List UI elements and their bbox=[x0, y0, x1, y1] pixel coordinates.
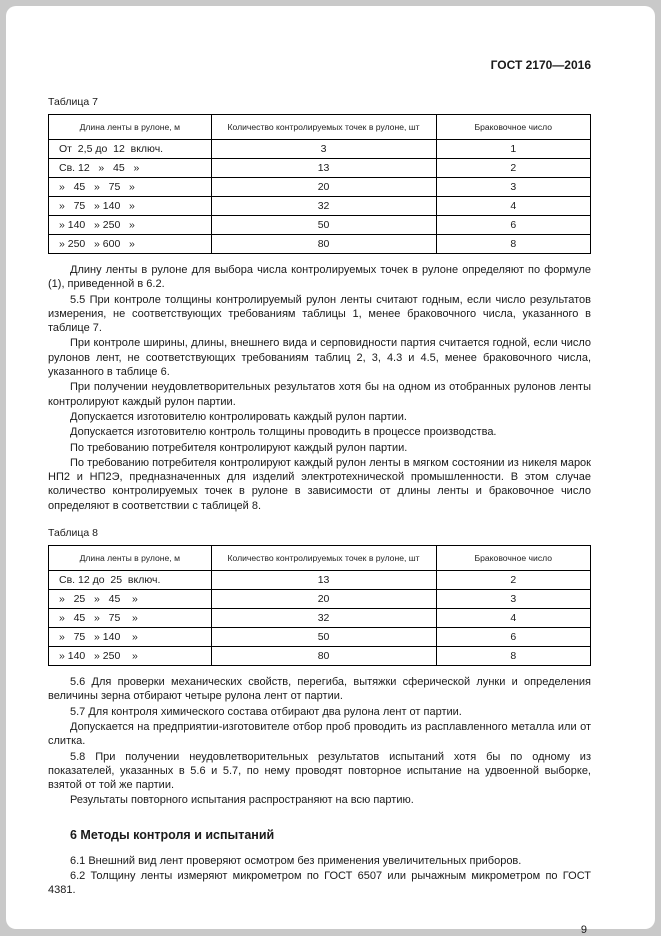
doc-number-header: ГОСТ 2170—2016 bbox=[490, 58, 591, 72]
table7 bbox=[48, 114, 591, 254]
table-row bbox=[49, 647, 591, 666]
table-cell: » 75 » 140 » bbox=[49, 197, 212, 216]
table-row bbox=[49, 178, 591, 197]
paragraph-5-7: 5.7 Для контроля химического состава отбирают два рулона лент от партии. bbox=[70, 705, 462, 718]
table-cell: Св. 12 до 25 включ. bbox=[49, 571, 212, 590]
table-cell: Св. 12 » 45 » bbox=[49, 159, 212, 178]
paragraph: Допускается изготовителю контроль толщины проводить в процессе производства. bbox=[70, 426, 497, 439]
paragraph: По требованию потребителя контролируют каждый рулон партии. bbox=[70, 441, 408, 454]
table-cell: 1 bbox=[436, 140, 590, 159]
paragraph: При контроле ширины, длины, внешнего вида и серповидности партия считается годной, если число рулонов лент, не соответствующих требованиям таблиц 2, 3, 4.3 и 4.5, менее браковочного числа, указанного в таблице 6. bbox=[48, 337, 591, 379]
table-cell: 4 bbox=[436, 197, 590, 216]
table8-header-row bbox=[49, 546, 591, 571]
table-row bbox=[49, 159, 591, 178]
table-row bbox=[49, 590, 591, 609]
table-cell: 6 bbox=[436, 628, 590, 647]
column-header: Браковочное число bbox=[436, 546, 590, 571]
table-cell: 2 bbox=[436, 571, 590, 590]
paragraph: Допускается на предприятии-изготовителе отбор проб проводить из расплавленного металла или от слитка. bbox=[48, 720, 591, 748]
table-cell: 8 bbox=[436, 647, 590, 666]
table-cell: От 2,5 до 12 включ. bbox=[49, 140, 212, 159]
table-row bbox=[49, 628, 591, 647]
table-row bbox=[49, 197, 591, 216]
table-cell: 50 bbox=[211, 628, 436, 647]
table-cell: 20 bbox=[211, 590, 436, 609]
paragraph-6-1: 6.1 Внешний вид лент проверяют осмотром без применения увеличительных приборов. bbox=[70, 854, 522, 867]
table-row bbox=[49, 216, 591, 235]
page-number: 9 bbox=[580, 923, 587, 936]
section6-heading: 6 Методы контроля и испытаний bbox=[70, 827, 275, 842]
column-header: Длина ленты в рулоне, м bbox=[49, 546, 212, 571]
table-cell: 13 bbox=[211, 571, 436, 590]
paragraph: Длину ленты в рулоне для выбора числа контролируемых точек в рулоне определяют по формуле (1), приведенной в 6.2. bbox=[48, 264, 591, 291]
paragraph: Допускается изготовителю контролировать каждый рулон партии. bbox=[70, 410, 407, 423]
table-cell: 80 bbox=[211, 235, 436, 254]
table-cell: » 45 » 75 » bbox=[49, 178, 212, 197]
table-cell: » 140 » 250 » bbox=[49, 216, 212, 235]
column-header: Длина ленты в рулоне, м bbox=[49, 115, 212, 140]
table-cell: 3 bbox=[436, 178, 590, 197]
table-cell: 32 bbox=[211, 609, 436, 628]
table-cell: 20 bbox=[211, 178, 436, 197]
paragraph-5-8: 5.8 При получении неудовлетворительных результатов испытаний хотя бы по одному из показателей, указанных в 5.6 и 5.7, по нему проводят повторное испытание на удвоенной выборке, взятой от той же партии. bbox=[48, 750, 591, 792]
table-cell: 3 bbox=[211, 140, 436, 159]
table-cell: 8 bbox=[436, 235, 590, 254]
table-cell: 6 bbox=[436, 216, 590, 235]
paragraph-6-2: 6.2 Толщину ленты измеряют микрометром по ГОСТ 6507 или рычажным микрометром по ГОСТ 4381. bbox=[48, 870, 591, 897]
table-cell: » 45 » 75 » bbox=[49, 609, 212, 628]
table7-caption: Таблица 7 bbox=[48, 96, 98, 108]
table7-header-row bbox=[49, 115, 591, 140]
table-cell: 13 bbox=[211, 159, 436, 178]
table-cell: 2 bbox=[436, 159, 590, 178]
column-header: Браковочное число bbox=[436, 115, 590, 140]
paragraph: При получении неудовлетворительных результатов хотя бы на одном из отобранных рулонов ленты контролируют каждый рулон партии. bbox=[48, 381, 591, 408]
table-row bbox=[49, 609, 591, 628]
paragraph-5-5: 5.5 При контроле толщины контролируемый рулон ленты считают годным, если число результатов измерения, не соответствующих требованиям таблицы 1, менее браковочного числа, указанного в таблице 7. bbox=[48, 293, 591, 335]
table-row bbox=[49, 571, 591, 590]
table8-caption: Таблица 8 bbox=[48, 527, 98, 540]
paragraph: Результаты повторного испытания распространяют на всю партию. bbox=[70, 794, 414, 807]
table-row bbox=[49, 235, 591, 254]
table-cell: » 75 » 140 » bbox=[49, 628, 212, 647]
table-cell: 4 bbox=[436, 609, 590, 628]
paragraph-5-6: 5.6 Для проверки механических свойств, перегиба, вытяжки сферической лунки и определения величины зерна отбирают четыре рулона лент от партии. bbox=[48, 676, 591, 703]
table-cell: » 250 » 600 » bbox=[49, 235, 212, 254]
table-cell: 32 bbox=[211, 197, 436, 216]
table-cell: 80 bbox=[211, 647, 436, 666]
table8 bbox=[48, 545, 591, 666]
table-cell: 50 bbox=[211, 216, 436, 235]
column-header: Количество контролируемых точек в рулоне, шт bbox=[211, 546, 436, 571]
table-row bbox=[49, 140, 591, 159]
table-cell: » 140 » 250 » bbox=[49, 647, 212, 666]
table-cell: » 25 » 45 » bbox=[49, 590, 212, 609]
column-header: Количество контролируемых точек в рулоне, шт bbox=[211, 115, 436, 140]
paragraph: По требованию потребителя контролируют каждый рулон ленты в мягком состоянии из никеля марок НП2 и НП2Э, предназначенных для изделий электротехнической промышленности. В этом случае количество контролируемых точек в рулоне в зависимости от длины ленты и браковочное число определяют в соответствии с таблицей 8. bbox=[48, 456, 591, 512]
document-page bbox=[6, 6, 655, 936]
table-cell: 3 bbox=[436, 590, 590, 609]
